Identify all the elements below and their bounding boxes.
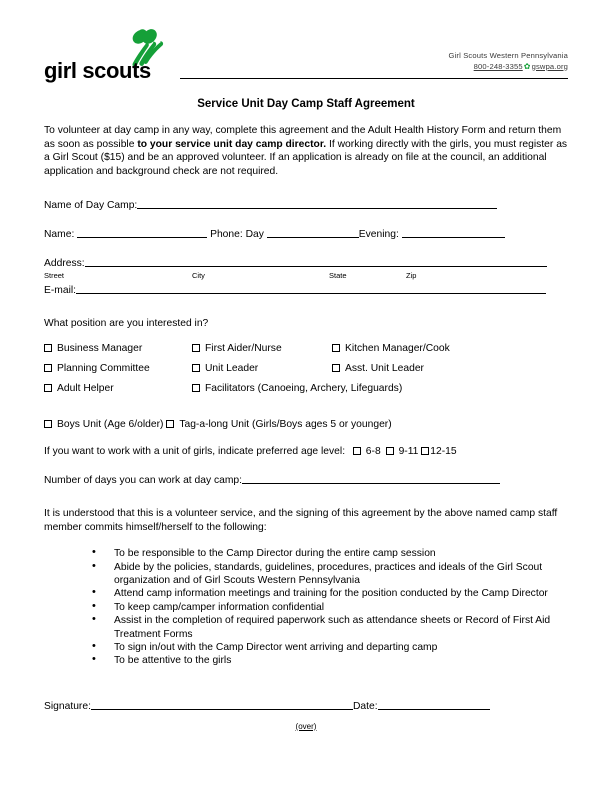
checkbox-icon[interactable] xyxy=(166,420,174,428)
council-contact-block xyxy=(449,52,568,71)
list-item: • To sign in/out with the Camp Director went arriving and departing camp xyxy=(92,641,568,654)
trefoil-separator-icon: ✿ xyxy=(523,61,531,71)
checkbox-label: Asst. Unit Leader xyxy=(345,362,424,374)
positions-row xyxy=(44,379,568,399)
address-sublabels xyxy=(44,271,568,282)
day-camp-input[interactable] xyxy=(137,197,497,209)
date-input[interactable] xyxy=(378,698,490,710)
checkbox-icon[interactable] xyxy=(44,364,52,372)
number-of-days-label: Number of days you can work at day camp: xyxy=(44,474,243,486)
date-label: Date: xyxy=(352,700,378,712)
day-camp-label: Name of Day Camp: xyxy=(44,200,138,212)
unit-type-options xyxy=(44,418,568,432)
checkbox-label: Business Manager xyxy=(57,342,143,354)
checkbox-icon[interactable] xyxy=(421,447,429,455)
positions-row xyxy=(44,339,568,359)
checkbox-option-age-9-11[interactable] xyxy=(386,446,419,457)
checkbox-label: 6-8 xyxy=(365,445,381,457)
number-of-days-input[interactable] xyxy=(242,472,500,484)
checkbox-icon[interactable] xyxy=(353,447,361,455)
address-sublabel-city: City xyxy=(192,271,205,281)
agreement-intro: It is understood that this is a volunteer service, and the signing of this agreement by the above named camp staff member commits himself/herself to the following: xyxy=(44,507,558,533)
signature-row xyxy=(44,698,568,714)
checkbox-label: Kitchen Manager/Cook xyxy=(345,342,450,354)
checkbox-option-first-aider-nurse[interactable] xyxy=(192,339,282,359)
checkbox-icon[interactable] xyxy=(332,364,340,372)
checkbox-label: Facilitators (Canoeing, Archery, Lifeguards) xyxy=(205,382,403,394)
checkbox-option-unit-leader[interactable] xyxy=(192,359,258,379)
checkbox-option-business-manager[interactable] xyxy=(44,339,142,359)
list-item: • To be responsible to the Camp Director during the entire camp session xyxy=(92,547,568,560)
checkbox-icon[interactable] xyxy=(44,344,52,352)
checkbox-option-planning-committee[interactable] xyxy=(44,359,150,379)
field-name-phone-row xyxy=(44,226,568,242)
checkbox-label: Planning Committee xyxy=(57,362,150,374)
positions-checkbox-grid xyxy=(44,339,568,399)
checkbox-option-facilitators[interactable] xyxy=(192,379,402,399)
girl-scouts-wordmark: girl scouts xyxy=(44,58,151,83)
evening-label: Evening: xyxy=(358,229,399,241)
name-input[interactable] xyxy=(77,226,207,238)
address-sublabel-street: Street xyxy=(44,271,65,281)
checkbox-icon[interactable] xyxy=(332,344,340,352)
age-level-prompt: If you want to work with a unit of girls, indicate preferred age level: xyxy=(44,445,346,457)
council-phone: 800-248-3355 xyxy=(473,61,523,71)
checkbox-icon[interactable] xyxy=(44,420,52,428)
address-input[interactable] xyxy=(85,255,547,267)
checkbox-icon[interactable] xyxy=(192,364,200,372)
list-item: • Assist in the completion of required paperwork such as attendance sheets or Record of First Aid Treatment Forms xyxy=(92,614,568,641)
checkbox-option-asst-unit-leader[interactable] xyxy=(332,359,424,379)
girl-scouts-logo xyxy=(44,28,184,84)
intro-part2: If working directly with the girls, you must register as a Girl Scout ($15) and be an approved volunteer. If an application is already on file at the council, an additional application and background check are not required. xyxy=(44,138,568,177)
positions-row xyxy=(44,359,568,379)
checkbox-icon[interactable] xyxy=(44,384,52,392)
intro-bold-phrase: to your service unit day camp director. xyxy=(137,138,327,150)
list-item: • Abide by the policies, standards, guidelines, procedures, practices and ideals of the Girl Scout organization and of Girl Scouts Western Pennsylvania xyxy=(92,561,568,588)
field-email xyxy=(44,282,568,298)
intro-part1: To volunteer at day camp in any way, complete this agreement and the Adult Health History Form and return them as soon as possible xyxy=(44,125,562,150)
address-sublabel-zip: Zip xyxy=(406,271,417,281)
email-input[interactable] xyxy=(76,282,546,294)
address-label: Address: xyxy=(44,258,85,270)
commitments-list xyxy=(44,547,568,668)
council-website: gswpa.org xyxy=(531,61,568,71)
council-name: Girl Scouts Western Pennsylvania xyxy=(448,51,568,60)
checkbox-option-adult-helper[interactable] xyxy=(44,379,114,399)
field-address xyxy=(44,255,568,271)
intro-paragraph xyxy=(44,124,568,178)
checkbox-option-boys-unit[interactable] xyxy=(44,419,163,430)
checkbox-label: 9-11 xyxy=(398,445,419,457)
council-contact-line xyxy=(449,62,568,72)
header-divider xyxy=(180,78,568,79)
document-body xyxy=(44,124,568,731)
checkbox-label: Adult Helper xyxy=(57,382,114,394)
positions-question: What position are you interested in? xyxy=(44,318,209,330)
list-item: • To be attentive to the girls xyxy=(92,654,568,667)
name-label: Name: xyxy=(44,229,75,241)
list-item: • Attend camp information meetings and training for the position conducted by the Camp Director xyxy=(92,587,568,600)
list-item: • To keep camp/camper information confidential xyxy=(92,601,568,614)
checkbox-icon[interactable] xyxy=(386,447,394,455)
phone-evening-input[interactable] xyxy=(402,226,505,238)
checkbox-option-kitchen-manager-cook[interactable] xyxy=(332,339,450,359)
document-header xyxy=(0,0,612,88)
phone-day-label: Phone: Day xyxy=(210,229,264,241)
checkbox-option-age-6-8[interactable] xyxy=(353,446,381,457)
field-number-of-days xyxy=(44,472,568,488)
checkbox-label: Unit Leader xyxy=(205,362,259,374)
email-label: E-mail: xyxy=(44,285,77,297)
address-sublabel-state: State xyxy=(329,271,347,281)
field-day-camp-name xyxy=(44,197,568,213)
checkbox-label: Tag-a-long Unit (Girls/Boys ages 5 or younger) xyxy=(179,418,392,430)
checkbox-option-age-12-15[interactable] xyxy=(421,446,456,457)
checkbox-icon[interactable] xyxy=(192,384,200,392)
checkbox-icon[interactable] xyxy=(192,344,200,352)
age-level-row xyxy=(44,445,568,459)
checkbox-label: First Aider/Nurse xyxy=(205,342,282,354)
page-title: Service Unit Day Camp Staff Agreement xyxy=(197,98,415,110)
signature-input[interactable] xyxy=(91,698,353,710)
checkbox-label: 12-15 xyxy=(430,445,457,457)
over-note: (over) xyxy=(295,721,317,731)
checkbox-label: Boys Unit (Age 6/older) xyxy=(57,418,164,430)
signature-label: Signature: xyxy=(44,700,91,712)
phone-day-input[interactable] xyxy=(267,226,359,238)
checkbox-option-tag-a-long-unit[interactable] xyxy=(166,419,391,430)
